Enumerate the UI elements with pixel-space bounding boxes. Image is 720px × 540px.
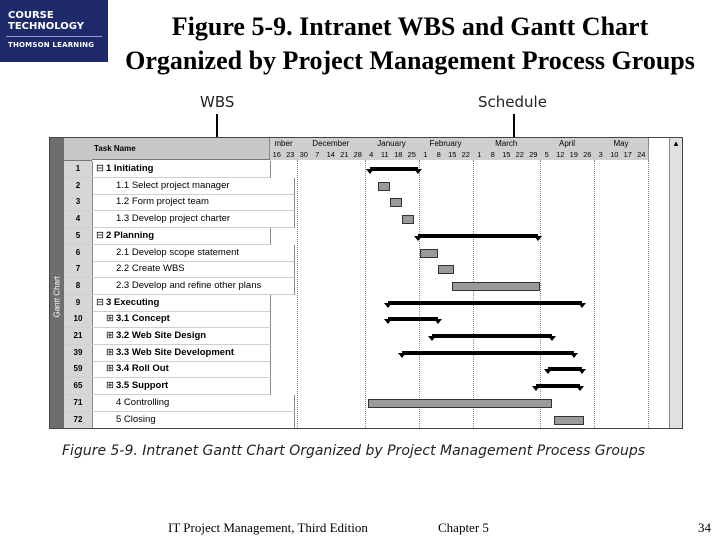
task-name-cell[interactable] <box>92 211 295 228</box>
schedule-label: Schedule <box>478 93 547 111</box>
timeline-day: 1 <box>473 149 488 160</box>
task-row-id[interactable]: 3 <box>64 194 93 211</box>
task-name-cell[interactable] <box>92 345 271 362</box>
task-name-label: 2.3 Develop and refine other plans <box>116 279 262 291</box>
task-name-cell[interactable] <box>92 328 271 345</box>
task-name-label: 3.3 Web Site Development <box>115 346 235 358</box>
view-bar-label: Gantt Chart <box>52 276 62 318</box>
gridline <box>648 160 649 428</box>
task-name-label: 2.2 Create WBS <box>116 263 185 275</box>
task-name-cell[interactable] <box>92 194 295 211</box>
summary-bar[interactable] <box>388 317 438 321</box>
task-name-cell[interactable] <box>92 295 271 312</box>
figure-caption: Figure 5-9. Intranet Gantt Chart Organized by Project Management Process Groups <box>62 443 646 459</box>
task-row-id[interactable]: 9 <box>64 295 93 312</box>
task-row-id[interactable]: 71 <box>64 395 93 412</box>
timeline-day: 22 <box>459 149 474 160</box>
timeline-day: 26 <box>581 149 596 160</box>
timeline-month: mber <box>270 138 298 150</box>
expand-icon[interactable]: ⊞ <box>106 380 114 392</box>
task-name-label: 2 Planning <box>105 229 155 241</box>
timeline-day: 1 <box>419 149 434 160</box>
summary-bar[interactable] <box>418 234 538 238</box>
timeline-day: 18 <box>392 149 407 160</box>
gridline <box>594 160 595 428</box>
publisher-logo <box>0 0 108 62</box>
timeline-day: 15 <box>500 149 515 160</box>
task-bar[interactable] <box>420 249 438 258</box>
timeline-day: 11 <box>378 149 393 160</box>
task-bar[interactable] <box>452 282 540 291</box>
timeline-day: 25 <box>405 149 420 160</box>
task-name-cell[interactable] <box>92 378 271 395</box>
gridline <box>419 160 420 428</box>
scroll-up-icon[interactable]: ▲ <box>672 139 680 148</box>
task-name-label: 3 Executing <box>105 296 160 308</box>
logo-line-technology: TECHNOLOGY <box>8 21 84 32</box>
timeline-day: 5 <box>540 149 555 160</box>
task-name-cell[interactable] <box>92 178 295 195</box>
timeline-month: March <box>473 138 542 150</box>
summary-bar[interactable] <box>548 367 582 371</box>
task-name-label: 3.2 Web Site Design <box>115 330 207 341</box>
timeline-day: 28 <box>351 149 366 160</box>
timeline-day: 3 <box>594 149 609 160</box>
logo-line-thomson: THOMSON LEARNING <box>8 41 95 49</box>
timeline-day: 15 <box>446 149 461 160</box>
logo-line-course: COURSE <box>8 10 54 21</box>
task-name-cell[interactable] <box>92 311 271 328</box>
collapse-icon[interactable]: ⊟ <box>96 229 104 241</box>
task-name-cell[interactable] <box>92 395 295 412</box>
gridline <box>473 160 474 428</box>
summary-bar[interactable] <box>402 351 574 355</box>
task-name-label: 4 Controlling <box>116 396 170 408</box>
summary-bar[interactable] <box>536 384 580 388</box>
task-name-cell[interactable] <box>92 261 295 278</box>
task-row-id[interactable]: 59 <box>64 361 93 378</box>
timeline-day: 30 <box>297 149 312 160</box>
expand-icon[interactable]: ⊞ <box>106 313 114 325</box>
task-row-id[interactable]: 2 <box>64 178 93 195</box>
timeline-day: 4 <box>365 149 380 160</box>
task-name-cell[interactable] <box>92 278 295 295</box>
task-name-label: 5 Closing <box>116 413 156 425</box>
expand-icon[interactable]: ⊞ <box>106 346 114 358</box>
gridline <box>365 160 366 428</box>
task-bar[interactable] <box>438 265 454 274</box>
task-name-label: 3.1 Concept <box>115 313 170 325</box>
timeline-day: 23 <box>284 149 299 160</box>
timeline-month: January <box>365 138 420 150</box>
summary-bar[interactable] <box>370 167 418 171</box>
timeline-day: 14 <box>324 149 339 160</box>
timeline-month: February <box>419 138 474 150</box>
task-name-label: 2.1 Develop scope statement <box>116 246 240 258</box>
wbs-label: WBS <box>200 93 235 111</box>
expand-icon[interactable]: ⊞ <box>106 363 114 375</box>
timeline-day: 8 <box>432 149 447 160</box>
task-row-id[interactable]: 72 <box>64 412 93 429</box>
task-row-id[interactable]: 4 <box>64 211 93 228</box>
task-name-label: 1 Initiating <box>105 163 154 174</box>
timeline-day: 22 <box>513 149 528 160</box>
task-row-id[interactable]: 21 <box>64 328 93 345</box>
footer-page-number: 34 <box>698 520 711 535</box>
timeline-day: 7 <box>311 149 326 160</box>
task-row-id[interactable]: 39 <box>64 345 93 362</box>
task-bar[interactable] <box>402 215 414 224</box>
task-row-id[interactable]: 1 <box>64 161 93 178</box>
task-row-id[interactable]: 65 <box>64 378 93 395</box>
timeline-day: 10 <box>608 149 623 160</box>
task-row-id[interactable]: 7 <box>64 261 93 278</box>
task-bar[interactable] <box>378 182 390 191</box>
task-bar[interactable] <box>390 198 402 207</box>
timeline-day: 29 <box>527 149 542 160</box>
logo-divider <box>6 36 102 37</box>
timeline-day: 12 <box>554 149 569 160</box>
gantt-chart-window <box>49 137 683 429</box>
timeline-month: April <box>540 138 595 150</box>
timeline-month: May <box>594 138 649 150</box>
task-row-id[interactable]: 6 <box>64 245 93 262</box>
task-name-label: 1.2 Form project team <box>116 196 209 208</box>
timeline-day: 19 <box>567 149 582 160</box>
view-bar[interactable] <box>50 138 64 428</box>
vertical-scrollbar[interactable] <box>669 138 682 428</box>
gridline <box>297 160 298 428</box>
task-row-id[interactable]: 8 <box>64 278 93 295</box>
timeline-month: December <box>297 138 366 150</box>
task-name-cell[interactable] <box>92 412 295 429</box>
timeline-day: 8 <box>486 149 501 160</box>
summary-bar[interactable] <box>432 334 552 338</box>
footer-book-title: IT Project Management, Third Edition <box>168 520 368 535</box>
task-name-cell[interactable] <box>92 245 295 262</box>
task-row-id[interactable]: 10 <box>64 311 93 328</box>
collapse-icon[interactable]: ⊟ <box>96 296 104 308</box>
timeline-day: 24 <box>635 149 650 160</box>
slide-title-line1: Figure 5-9. Intranet WBS and Gantt Chart <box>171 12 649 41</box>
timeline-day: 17 <box>621 149 636 160</box>
expand-icon[interactable]: ⊞ <box>106 330 114 341</box>
task-name-cell[interactable] <box>92 228 271 245</box>
task-name-cell[interactable] <box>92 161 271 178</box>
slide-title-line2: Organized by Project Management Process Groups <box>125 46 695 75</box>
collapse-icon[interactable]: ⊟ <box>96 163 104 174</box>
task-name-label: 1.1 Select project manager <box>116 179 230 191</box>
task-name-column-header[interactable]: Task Name <box>92 138 270 160</box>
task-bar[interactable] <box>368 399 552 408</box>
task-bar[interactable] <box>554 416 584 425</box>
slide-title <box>100 10 720 78</box>
task-name-label: 1.3 Develop project charter <box>116 213 231 225</box>
timeline-day: 16 <box>270 149 285 160</box>
task-name-cell[interactable] <box>92 361 271 378</box>
footer-chapter: Chapter 5 <box>438 520 489 535</box>
id-column-header[interactable] <box>64 138 92 161</box>
timeline-day: 21 <box>338 149 353 160</box>
task-row-id[interactable]: 5 <box>64 228 93 245</box>
summary-bar[interactable] <box>388 301 582 305</box>
task-name-label: 3.5 Support <box>115 380 169 392</box>
task-name-label: 3.4 Roll Out <box>115 363 169 375</box>
